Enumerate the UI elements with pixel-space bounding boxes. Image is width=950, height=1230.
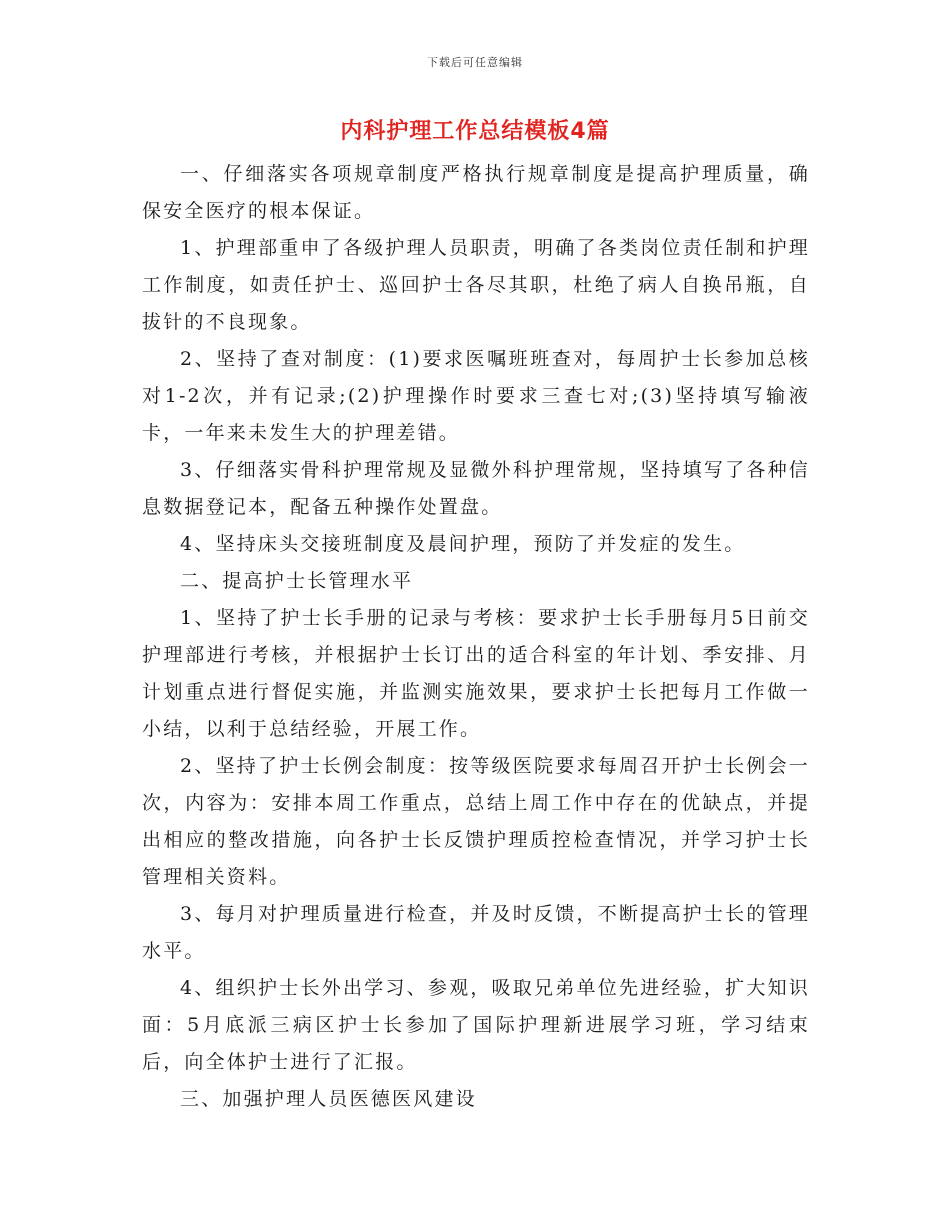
paragraph: 3、仔细落实骨科护理常规及显微外科护理常规，坚持填写了各种信息数据登记本，配备五种操作处置盘。 <box>142 459 810 518</box>
document-body <box>142 156 810 1118</box>
paragraph: 2、坚持了护士长例会制度：按等级医院要求每周召开护士长例会一次，内容为：安排本周工作重点，总结上周工作中存在的优缺点，并提出相应的整改措施，向各护士长反馈护理质控检查情况，并学习护士长管理相关资料。 <box>142 755 810 888</box>
document-title: 内科护理工作总结模板4篇 <box>340 119 610 144</box>
paragraph: 1、护理部重申了各级护理人员职责，明确了各类岗位责任制和护理工作制度，如责任护士、巡回护士各尽其职，杜绝了病人自换吊瓶，自拔针的不良现象。 <box>142 237 810 333</box>
paragraph: 2、坚持了查对制度：(1)要求医嘱班班查对，每周护士长参加总核对1-2次，并有记录;(2)护理操作时要求三查七对;(3)坚持填写输液卡，一年来未发生大的护理差错。 <box>142 348 810 444</box>
paragraph: 1、坚持了护士长手册的记录与考核：要求护士长手册每月5日前交护理部进行考核，并根据护士长订出的适合科室的年计划、季安排、月计划重点进行督促实施，并监测实施效果，要求护士长把每月工作做一小结，以利于总结经验，开展工作。 <box>142 607 810 740</box>
paragraph: 4、坚持床头交接班制度及晨间护理，预防了并发症的发生。 <box>180 533 746 555</box>
section-heading-2: 二、提高护士长管理水平 <box>180 570 414 592</box>
paragraph: 3、每月对护理质量进行检查，并及时反馈，不断提高护士长的管理水平。 <box>142 903 810 962</box>
section-heading-1: 一、仔细落实各项规章制度严格执行规章制度是提高护理质量，确保安全医疗的根本保证。 <box>142 163 810 222</box>
header-note: 下载后可任意编辑 <box>427 56 523 69</box>
paragraph: 4、组织护士长外出学习、参观，吸取兄弟单位先进经验，扩大知识面：5月底派三病区护士长参加了国际护理新进展学习班，学习结束后，向全体护士进行了汇报。 <box>142 977 810 1073</box>
section-heading-3: 三、加强护理人员医德医风建设 <box>180 1088 477 1110</box>
